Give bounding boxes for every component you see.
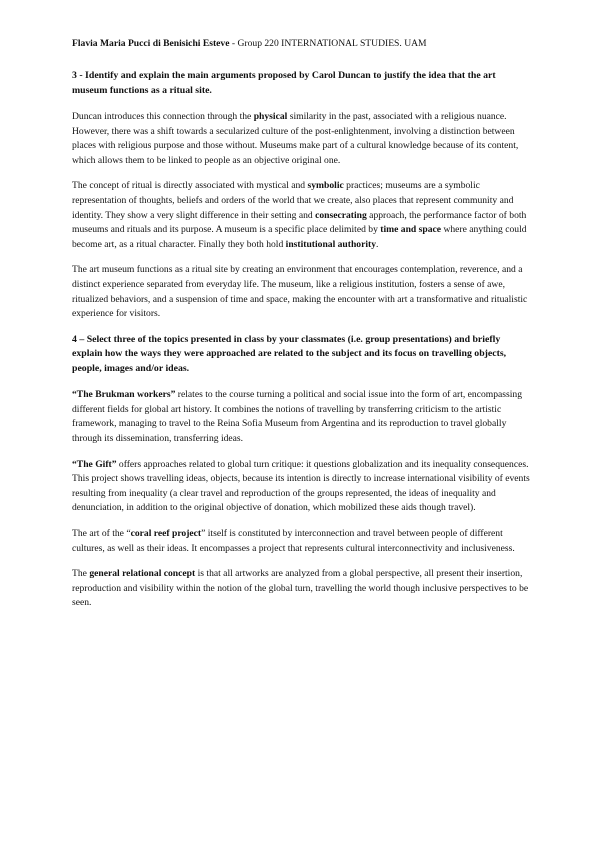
text-run: Duncan introduces this connection through the xyxy=(72,111,254,122)
question-4-title: 4 – Select three of the topics presented in class by your classmates (i.e. group presentations) and briefly explain how the ways they were approached are related to the subject and its focus on travelling objects, people, images and/or ideas. xyxy=(72,333,507,374)
question-3-title: 3 - Identify and explain the main arguments proposed by Carol Duncan to justify the idea that the art museum functions as a ritual site. xyxy=(72,70,496,96)
page-header xyxy=(72,38,532,50)
bold-term: time and space xyxy=(380,224,442,236)
text-run: The art museum functions as a ritual site by creating an environment that encourages contemplation, reverence, and a distinct experience separated from everyday life. The museum, like a religious institution, fosters a sense of awe, ritualized behaviors, and a suspension of time and space, making the encounter with art a transformative and ritualistic experience for visitors. xyxy=(72,264,528,320)
bold-term: symbolic xyxy=(307,180,344,192)
bold-term: consecrating xyxy=(315,209,367,221)
text-run: ” itself is constituted by interconnection and travel between people of different cultures, as well as their ideas. It encompasses a project that represents cultural interconnectivity and inclusiveness. xyxy=(72,527,515,554)
q4-paragraph-brukman xyxy=(72,388,532,446)
q4-paragraph-general-concept xyxy=(72,567,532,611)
bold-term: physical xyxy=(253,111,288,122)
header-group: - Group 220 INTERNATIONAL STUDIES. UAM xyxy=(229,38,427,49)
q4-paragraph-coral-reef xyxy=(72,527,532,556)
text-run: practices; museums are a symbolic representation of thoughts, beliefs and orders of the world that we create, also places that represent community and identity. They show a very slight difference in their setting and xyxy=(72,180,514,221)
text-run: is that all artworks are analyzed from a global perspective, all present their insertion, reproduction and visibility within the notion of the global turn, travelling the world though inclusive perspectives to be seen. xyxy=(72,568,529,609)
text-run: approach, the performance factor of both museums and rituals and its purpose. A museum is a specific place delimited by xyxy=(72,209,527,236)
bold-term: “The Brukman workers” xyxy=(72,389,176,401)
bold-term: “The Gift” xyxy=(72,458,117,470)
text-run: relates to the course turning a political and social issue into the form of art, encompassing different fields for global art history. It combines the notions of travelling by transferring criticism to the artistic framework, managing to travel to the Reina Sofia Museum from Argentina and its reproduction to travel globally through its dissemination, transferring ideas. xyxy=(72,389,523,444)
bold-term: institutional authority xyxy=(285,238,377,250)
text-run: similarity in the past, associated with a religious nuance. However, there was a shift towards a secularized culture of the post-enlightenment, involving a distinction between places with religious purpose and those without. Museums make part of a cultural knowledge because of its content, which allows them to be linked to people as an objective original one. xyxy=(72,111,519,166)
text-run: The concept of ritual is directly associated with mystical and xyxy=(72,180,308,192)
document-page xyxy=(72,38,532,622)
bold-term: coral reef project xyxy=(130,527,202,539)
q3-paragraph-2 xyxy=(72,179,532,252)
text-run: where anything could become art, as a ritual character. Finally they both hold xyxy=(72,224,527,250)
q3-paragraph-1 xyxy=(72,110,532,168)
header-author: Flavia Maria Pucci di Benisichi Esteve xyxy=(72,38,230,49)
text-run: offers approaches related to global turn critique: it questions globalization and its inequality consequences. This project shows travelling ideas, objects, because its intention is directly to increase international visibility of events resulting from inequality (a clear travel and reproduction of the groups represented, the ideas of inequality and denunciation, in addition to the original objective of donation, which mobilized these aids though travel). xyxy=(72,458,530,514)
q3-paragraph-3 xyxy=(72,263,532,321)
bold-term: general relational concept xyxy=(89,568,196,580)
text-run: The art of the “ xyxy=(72,527,131,539)
q4-paragraph-gift xyxy=(72,458,532,516)
text-run: . xyxy=(376,238,379,250)
text-run: The xyxy=(72,568,90,580)
